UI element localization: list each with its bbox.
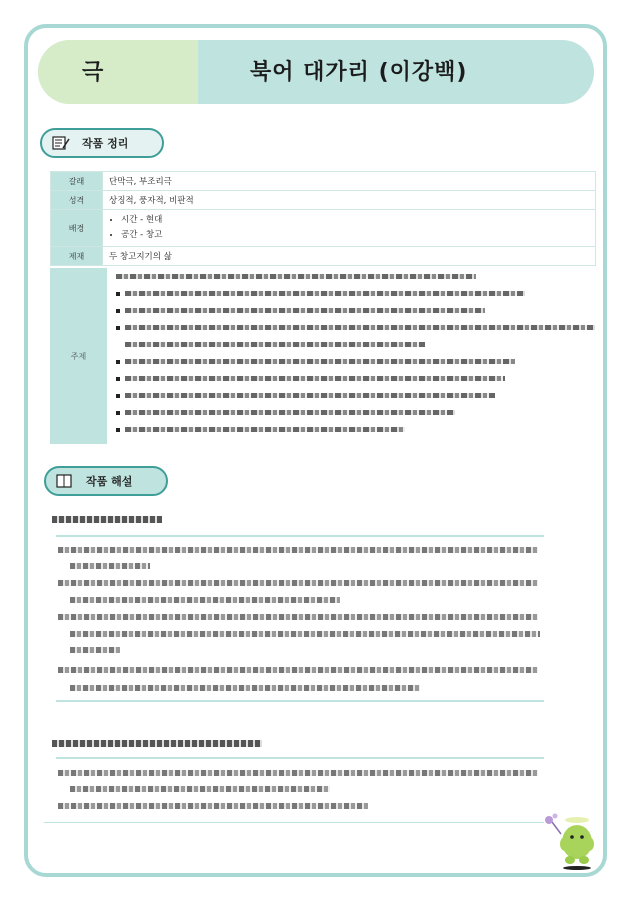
list-item xyxy=(116,421,596,438)
list-item xyxy=(116,370,596,387)
info-table xyxy=(50,171,596,266)
row-label: 성격 xyxy=(51,191,103,210)
list-item xyxy=(116,285,596,302)
row-label: 배경 xyxy=(51,210,103,247)
row-value: 두 창고지기의 삶 xyxy=(103,247,596,266)
divider xyxy=(56,757,544,759)
list-item: • 시간 - 현대 xyxy=(121,213,589,228)
section-title-explain: 작품 해설 xyxy=(86,475,133,488)
list-item xyxy=(116,268,596,285)
memo-pencil-icon xyxy=(52,136,70,150)
sub-heading xyxy=(52,740,262,747)
paragraph-line xyxy=(70,631,540,637)
paragraph-line xyxy=(58,580,538,586)
paragraph-line xyxy=(58,614,538,620)
header-genre-band xyxy=(38,40,198,104)
mascot-illustration xyxy=(541,812,601,872)
paragraph-line xyxy=(58,770,538,776)
theme-block xyxy=(50,268,596,444)
paragraph-line xyxy=(58,547,538,553)
table-row xyxy=(51,247,596,266)
table-row xyxy=(51,172,596,191)
divider xyxy=(56,535,544,537)
table-row xyxy=(51,191,596,210)
list-item xyxy=(116,387,596,404)
genre-label: 극 xyxy=(82,60,104,85)
row-label: 제재 xyxy=(51,247,103,266)
table-row xyxy=(51,210,596,247)
row-label: 주제 xyxy=(50,268,107,444)
paragraph-line xyxy=(58,667,538,673)
list-item xyxy=(116,336,596,353)
paragraph-line xyxy=(70,685,420,691)
paragraph-line xyxy=(70,786,330,792)
list-item: • 공간 - 창고 xyxy=(121,228,589,243)
paragraph-line xyxy=(70,563,150,569)
page-title: 북어 대가리 (이강백) xyxy=(250,60,468,85)
row-value: 단막극, 부조리극 xyxy=(103,172,596,191)
theme-text-lines xyxy=(116,268,596,438)
row-value xyxy=(103,210,596,247)
row-value: 상징적, 풍자적, 비판적 xyxy=(103,191,596,210)
book-icon xyxy=(56,474,74,488)
paragraph-line xyxy=(70,597,340,603)
paragraph-line xyxy=(70,647,120,653)
list-item xyxy=(116,302,596,319)
list-item xyxy=(116,404,596,421)
section-badge-explain xyxy=(44,466,168,496)
row-label: 갈래 xyxy=(51,172,103,191)
section-badge-summary xyxy=(40,128,164,158)
footer-divider xyxy=(44,822,544,823)
paragraph-line xyxy=(58,803,368,809)
list-item xyxy=(116,319,596,336)
divider xyxy=(56,700,544,702)
section-title-summary: 작품 정리 xyxy=(82,137,129,150)
sub-heading xyxy=(52,516,162,523)
list-item xyxy=(116,353,596,370)
